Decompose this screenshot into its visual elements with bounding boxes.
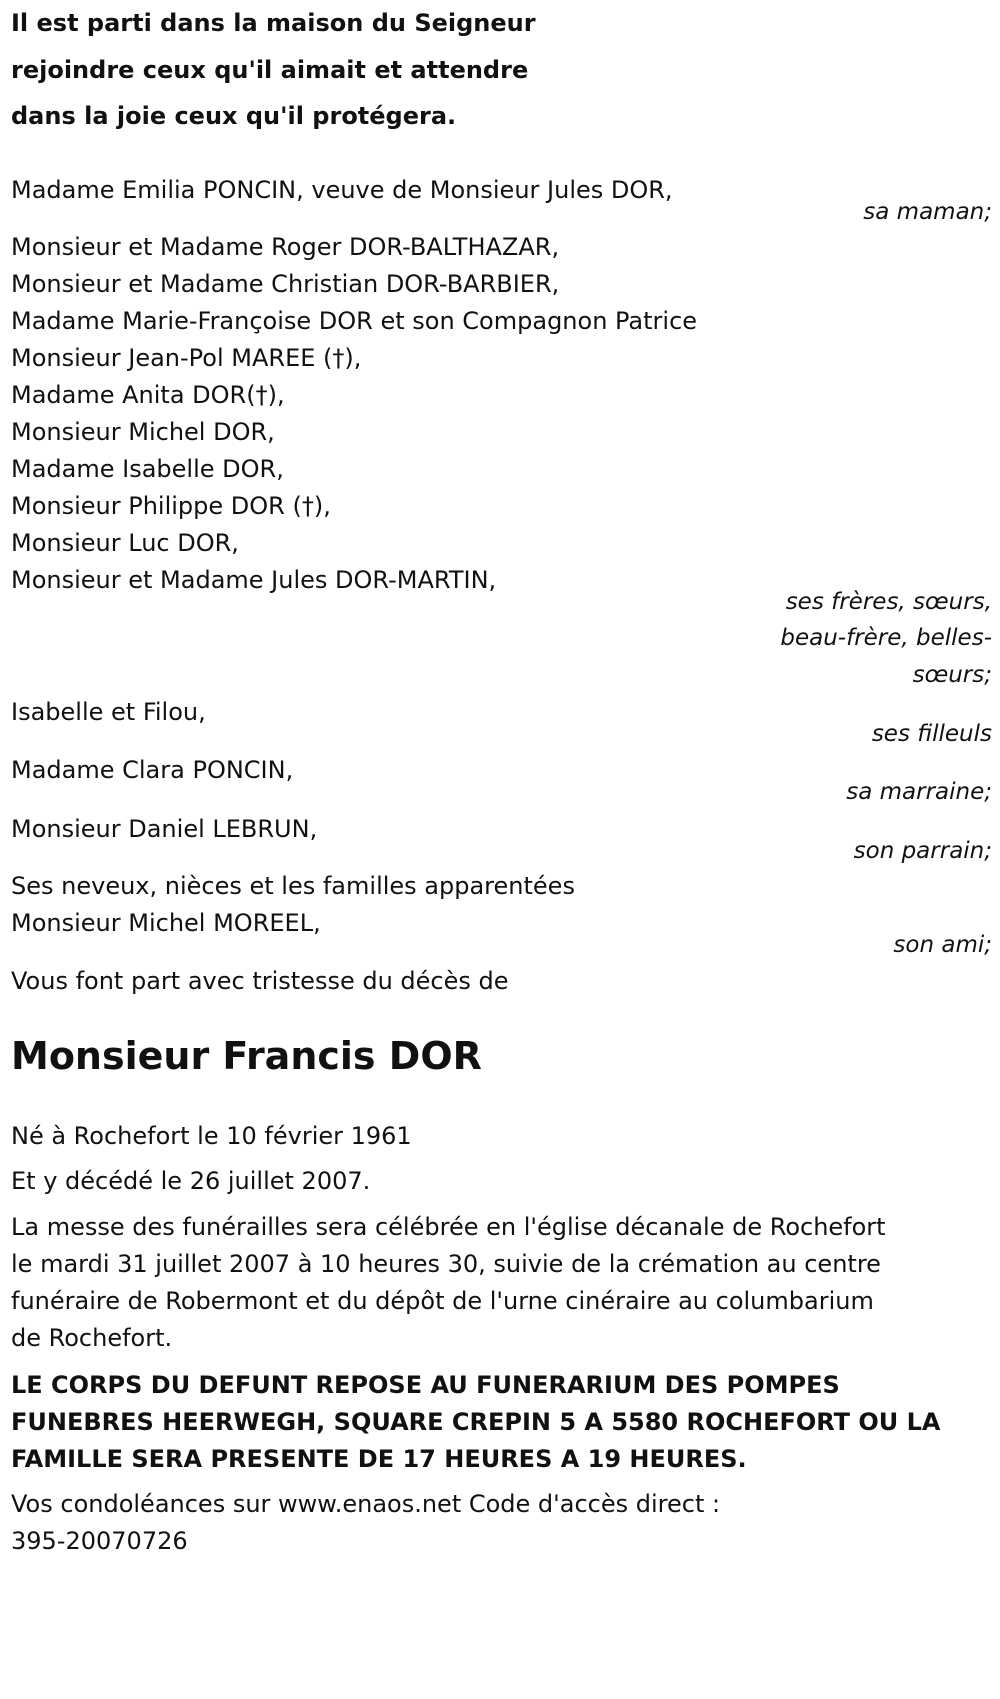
sibling-line: Monsieur et Madame Christian DOR-BARBIER, [11, 270, 560, 298]
notice-line: FUNEBRES HEERWEGH, SQUARE CREPIN 5 A 5580 ROCHEFORT OU LA [11, 1408, 941, 1436]
death-info: Et y décédé le 26 juillet 2007. [11, 1167, 371, 1195]
friend-relation: son ami; [893, 932, 992, 958]
siblings-relation: beau-frère, belles- [780, 625, 992, 651]
godchildren-name: Isabelle et Filou, [11, 698, 206, 726]
relatives-line: Ses neveux, nièces et les familles apparentées [11, 872, 575, 900]
sibling-line: Monsieur Luc DOR, [11, 529, 239, 557]
poem-line-1: Il est parti dans la maison du Seigneur [11, 9, 536, 37]
birth-info: Né à Rochefort le 10 février 1961 [11, 1122, 412, 1150]
poem-line-2: rejoindre ceux qu'il aimait et attendre [11, 56, 529, 84]
godmother-name: Madame Clara PONCIN, [11, 756, 294, 784]
sibling-line: Monsieur Philippe DOR (†), [11, 492, 331, 520]
godmother-relation: sa marraine; [846, 779, 992, 805]
siblings-relation: ses frères, sœurs, [785, 589, 992, 615]
sibling-line: Madame Isabelle DOR, [11, 455, 284, 483]
sibling-line: Madame Anita DOR(†), [11, 381, 285, 409]
deceased-name: Monsieur Francis DOR [11, 1034, 482, 1078]
sibling-line: Monsieur et Madame Jules DOR-MARTIN, [11, 566, 497, 594]
siblings-relation: sœurs; [912, 662, 992, 688]
godfather-relation: son parrain; [853, 838, 992, 864]
condolences-line: Vos condoléances sur www.enaos.net Code d'accès direct : [11, 1490, 721, 1518]
mother-name: Madame Emilia PONCIN, veuve de Monsieur Jules DOR, [11, 176, 673, 204]
funeral-line: le mardi 31 juillet 2007 à 10 heures 30, suivie de la crémation au centre [11, 1250, 881, 1278]
notice-line: LE CORPS DU DEFUNT REPOSE AU FUNERARIUM DES POMPES [11, 1371, 840, 1399]
access-code: 395-20070726 [11, 1527, 188, 1555]
godchildren-relation: ses filleuls [871, 721, 992, 747]
announcement-line: Vous font part avec tristesse du décès de [11, 967, 509, 995]
poem-line-3: dans la joie ceux qu'il protégera. [11, 102, 457, 130]
sibling-line: Monsieur Jean-Pol MAREE (†), [11, 344, 362, 372]
funeral-line: La messe des funérailles sera célébrée en l'église décanale de Rochefort [11, 1213, 886, 1241]
friend-name: Monsieur Michel MOREEL, [11, 909, 321, 937]
funeral-line: de Rochefort. [11, 1324, 173, 1352]
godfather-name: Monsieur Daniel LEBRUN, [11, 815, 318, 843]
mother-relation: sa maman; [863, 199, 992, 225]
sibling-line: Monsieur et Madame Roger DOR-BALTHAZAR, [11, 233, 560, 261]
sibling-line: Monsieur Michel DOR, [11, 418, 275, 446]
sibling-line: Madame Marie-Françoise DOR et son Compagnon Patrice [11, 307, 698, 335]
funeral-line: funéraire de Robermont et du dépôt de l'urne cinéraire au columbarium [11, 1287, 874, 1315]
notice-line: FAMILLE SERA PRESENTE DE 17 HEURES A 19 HEURES. [11, 1445, 747, 1473]
